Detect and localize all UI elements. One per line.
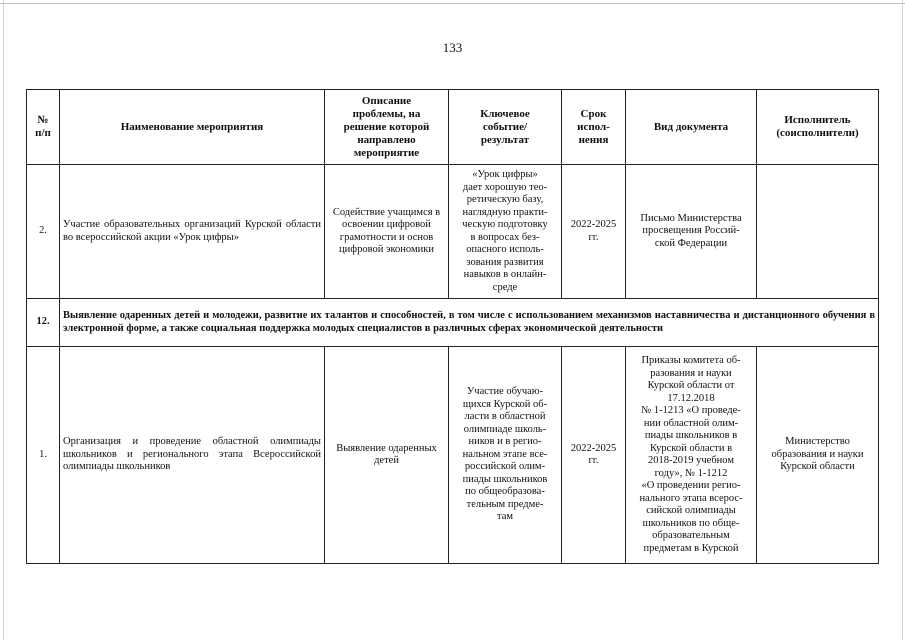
row-number: 2. — [27, 165, 60, 299]
row-term: 2022-2025 гг. — [562, 165, 626, 299]
header-number: № п/п — [27, 90, 60, 165]
table-row — [27, 347, 879, 564]
row-executor: Министерство образования и науки Курской области — [757, 347, 879, 564]
row-term: 2022-2025 гг. — [562, 347, 626, 564]
section-number: 12. — [27, 299, 60, 347]
header-problem-description: Описание проблемы, на решение которой направлено мероприятие — [325, 90, 449, 165]
header-term: Срок испол- нения — [562, 90, 626, 165]
header-event-name: Наименование мероприятия — [60, 90, 325, 165]
row-problem: Содействие учащимся в освоении цифровой грамотности и основ цифровой экономики — [325, 165, 449, 299]
row-problem: Выявление одаренных детей — [325, 347, 449, 564]
scan-border-top — [0, 3, 905, 4]
row-result: Участие обучаю- щихся Курской об- ласти в областной олимпиаде школь- ников и в регио- нальном этапе все- российской олим- пиады школьников по общеобразова- тельным предме- там — [449, 347, 562, 564]
table-row — [27, 165, 879, 299]
row-event-name: Организация и проведение областной олимпиады школьников и регионального этапа Всероссийской олимпиады школьников — [60, 347, 325, 564]
section-row — [27, 299, 879, 347]
row-document: Приказы комитета об- разования и науки Курской области от 17.12.2018 № 1-1213 «О проведе- нии областной олим- пиады школьников в Курской области в 2018-2019 учебном году», № 1-1212 «О проведении регио- нального этапа всерос- сийской олимпиады школьников по обще- образовательным предметам в Курской — [626, 347, 757, 564]
row-result: «Урок цифры» дает хорошую тео- ретическую базу, наглядную практи- ческую подготовку в вопросах без- опасного исполь- зования развития навыков в онлайн- среде — [449, 165, 562, 299]
header-document-type: Вид документа — [626, 90, 757, 165]
row-executor — [757, 165, 879, 299]
header-key-result: Ключевое событие/ результат — [449, 90, 562, 165]
row-event-name: Участие образовательных организаций Курской области во всероссийской акции «Урок цифры» — [60, 165, 325, 299]
header-executor: Исполнитель (соисполнители) — [757, 90, 879, 165]
row-document: Письмо Министерства просвещения Россий- ской Федерации — [626, 165, 757, 299]
row-number: 1. — [27, 347, 60, 564]
scan-border-right — [902, 0, 903, 640]
plan-table — [26, 89, 879, 564]
page-number: 133 — [442, 40, 463, 55]
section-title: Выявление одаренных детей и молодежи, развитие их талантов и способностей, в том числе с использованием механизмов наставничества и дистанционного обучения в электронной форме, а также социальная поддержка молодых специалистов в различных сферах экономической деятельности — [60, 299, 879, 347]
header-row — [27, 90, 879, 165]
scan-border-left — [3, 0, 4, 640]
